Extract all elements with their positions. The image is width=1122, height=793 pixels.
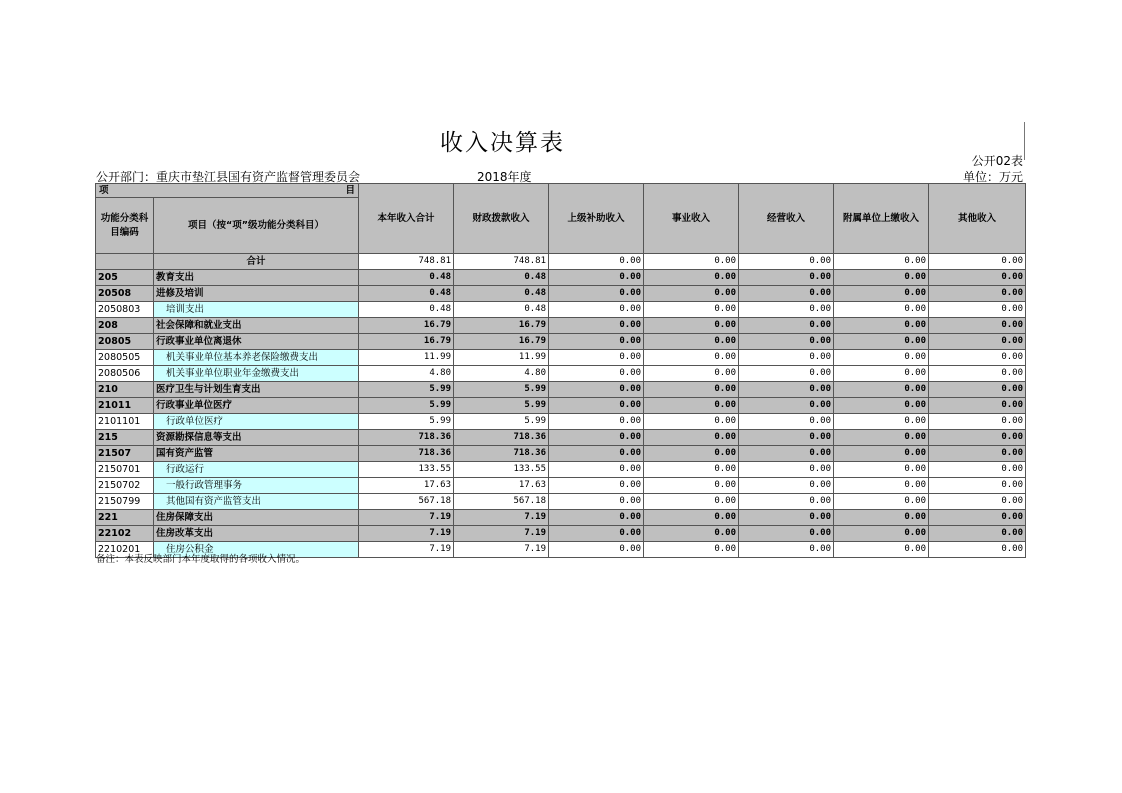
row-code: 221 — [96, 510, 154, 526]
row-code: 2101101 — [96, 414, 154, 430]
row-value: 567.18 — [359, 494, 454, 510]
row-code: 2050803 — [96, 302, 154, 318]
row-value: 7.19 — [454, 542, 549, 558]
row-value: 0.00 — [834, 542, 929, 558]
row-value: 0.00 — [549, 414, 644, 430]
row-value: 0.00 — [834, 366, 929, 382]
row-value: 0.00 — [739, 398, 834, 414]
row-value: 0.00 — [834, 430, 929, 446]
row-code: 215 — [96, 430, 154, 446]
row-value: 0.00 — [739, 526, 834, 542]
row-value: 17.63 — [454, 478, 549, 494]
row-value: 0.00 — [834, 318, 929, 334]
row-value: 0.00 — [644, 350, 739, 366]
table-row — [96, 398, 1026, 414]
total-row — [96, 254, 1026, 270]
row-name: 住房改革支出 — [154, 526, 359, 542]
row-code: 2150702 — [96, 478, 154, 494]
row-name: 住房公积金 — [154, 542, 359, 558]
row-name: 其他国有资产监管支出 — [154, 494, 359, 510]
row-code: 205 — [96, 270, 154, 286]
table-row — [96, 526, 1026, 542]
row-value: 718.36 — [359, 446, 454, 462]
income-table — [95, 183, 1026, 558]
row-value: 0.00 — [739, 286, 834, 302]
row-value: 0.00 — [929, 430, 1026, 446]
row-value: 133.55 — [454, 462, 549, 478]
table-row — [96, 334, 1026, 350]
row-name: 医疗卫生与计划生育支出 — [154, 382, 359, 398]
row-value: 0.00 — [739, 270, 834, 286]
row-value: 0.00 — [834, 286, 929, 302]
row-value: 0.00 — [644, 526, 739, 542]
row-value: 0.00 — [739, 414, 834, 430]
row-value: 0.00 — [834, 446, 929, 462]
row-value: 0.00 — [739, 350, 834, 366]
row-value: 0.00 — [929, 414, 1026, 430]
row-value: 718.36 — [359, 430, 454, 446]
row-value: 0.00 — [549, 510, 644, 526]
row-value: 0.00 — [644, 494, 739, 510]
row-name: 行政事业单位医疗 — [154, 398, 359, 414]
row-value: 0.00 — [549, 478, 644, 494]
row-value: 11.99 — [454, 350, 549, 366]
row-value: 0.48 — [359, 302, 454, 318]
total-value: 0.00 — [739, 254, 834, 270]
year-label: 2018年度 — [477, 170, 532, 184]
row-value: 7.19 — [454, 510, 549, 526]
row-value: 0.48 — [454, 270, 549, 286]
row-value: 0.48 — [359, 270, 454, 286]
table-row — [96, 350, 1026, 366]
edge-line — [1024, 122, 1025, 160]
row-value: 0.00 — [549, 398, 644, 414]
row-value: 0.00 — [644, 542, 739, 558]
row-value: 0.00 — [644, 414, 739, 430]
row-value: 0.00 — [549, 430, 644, 446]
header-xiang: 项 — [99, 185, 109, 196]
header-name: 项目（按“项”级功能分类科目） — [154, 198, 359, 254]
row-value: 0.00 — [739, 382, 834, 398]
row-value: 0.00 — [549, 542, 644, 558]
row-value: 0.00 — [739, 430, 834, 446]
row-value: 4.80 — [359, 366, 454, 382]
row-name: 行政事业单位离退休 — [154, 334, 359, 350]
row-value: 718.36 — [454, 430, 549, 446]
row-value: 0.00 — [739, 334, 834, 350]
row-value: 0.00 — [929, 366, 1026, 382]
row-value: 0.00 — [834, 462, 929, 478]
row-value: 5.99 — [359, 414, 454, 430]
table-row — [96, 286, 1026, 302]
row-value: 7.19 — [454, 526, 549, 542]
row-name: 一般行政管理事务 — [154, 478, 359, 494]
row-value: 0.00 — [549, 270, 644, 286]
table-row — [96, 382, 1026, 398]
row-value: 0.00 — [929, 526, 1026, 542]
row-value: 4.80 — [454, 366, 549, 382]
header-col-operation: 经营收入 — [739, 184, 834, 254]
row-value: 0.00 — [929, 398, 1026, 414]
header-col-total: 本年收入合计 — [359, 184, 454, 254]
row-value: 5.99 — [454, 398, 549, 414]
total-value: 0.00 — [929, 254, 1026, 270]
row-value: 0.00 — [739, 510, 834, 526]
row-value: 5.99 — [454, 382, 549, 398]
total-value: 0.00 — [644, 254, 739, 270]
row-value: 0.00 — [739, 302, 834, 318]
page-title: 收入决算表 — [440, 130, 565, 156]
header-col-superior: 上级补助收入 — [549, 184, 644, 254]
row-name: 资源勘探信息等支出 — [154, 430, 359, 446]
row-value: 0.00 — [739, 462, 834, 478]
row-value: 0.00 — [834, 302, 929, 318]
row-value: 0.00 — [644, 366, 739, 382]
row-value: 0.00 — [929, 542, 1026, 558]
row-code: 2080506 — [96, 366, 154, 382]
row-value: 0.00 — [549, 462, 644, 478]
row-value: 0.00 — [549, 334, 644, 350]
row-name: 住房保障支出 — [154, 510, 359, 526]
row-value: 0.00 — [549, 286, 644, 302]
row-code: 21011 — [96, 398, 154, 414]
table-row — [96, 430, 1026, 446]
row-value: 133.55 — [359, 462, 454, 478]
row-code: 2150701 — [96, 462, 154, 478]
row-value: 0.00 — [834, 350, 929, 366]
header-col-business: 事业收入 — [644, 184, 739, 254]
row-value: 0.00 — [644, 270, 739, 286]
row-code: 2080505 — [96, 350, 154, 366]
row-value: 0.00 — [834, 414, 929, 430]
row-value: 0.00 — [644, 334, 739, 350]
row-value: 0.00 — [834, 382, 929, 398]
row-value: 5.99 — [359, 382, 454, 398]
row-code: 22102 — [96, 526, 154, 542]
header-col-affiliate: 附属单位上缴收入 — [834, 184, 929, 254]
row-value: 0.00 — [929, 302, 1026, 318]
row-value: 0.00 — [834, 334, 929, 350]
row-value: 0.00 — [644, 510, 739, 526]
row-value: 0.00 — [929, 478, 1026, 494]
row-value: 0.00 — [929, 510, 1026, 526]
total-value: 748.81 — [359, 254, 454, 270]
row-value: 0.00 — [739, 494, 834, 510]
row-value: 0.00 — [739, 478, 834, 494]
row-value: 16.79 — [454, 334, 549, 350]
row-value: 0.00 — [834, 494, 929, 510]
table-row — [96, 494, 1026, 510]
row-value: 0.00 — [929, 270, 1026, 286]
row-value: 0.00 — [929, 318, 1026, 334]
row-value: 0.00 — [644, 478, 739, 494]
row-value: 0.48 — [359, 286, 454, 302]
row-value: 5.99 — [359, 398, 454, 414]
row-value: 0.00 — [929, 382, 1026, 398]
row-value: 0.00 — [929, 446, 1026, 462]
row-value: 0.00 — [549, 526, 644, 542]
row-value: 7.19 — [359, 542, 454, 558]
header-code: 功能分类科目编码 — [96, 198, 154, 254]
table-row — [96, 302, 1026, 318]
row-value: 0.00 — [834, 510, 929, 526]
row-value: 0.00 — [549, 446, 644, 462]
table-row — [96, 478, 1026, 494]
row-value: 0.00 — [834, 398, 929, 414]
table-row — [96, 462, 1026, 478]
department-label: 公开部门：重庆市垫江县国有资产监督管理委员会 — [96, 170, 361, 184]
row-value: 0.00 — [549, 366, 644, 382]
row-code: 21507 — [96, 446, 154, 462]
row-name: 社会保障和就业支出 — [154, 318, 359, 334]
row-name: 机关事业单位职业年金缴费支出 — [154, 366, 359, 382]
row-value: 718.36 — [454, 446, 549, 462]
row-value: 0.48 — [454, 286, 549, 302]
row-value: 0.00 — [929, 462, 1026, 478]
row-value: 0.00 — [739, 366, 834, 382]
row-value: 0.00 — [834, 270, 929, 286]
row-value: 11.99 — [359, 350, 454, 366]
row-code: 2210201 — [96, 542, 154, 558]
row-value: 16.79 — [359, 318, 454, 334]
row-value: 0.00 — [549, 318, 644, 334]
total-value: 0.00 — [834, 254, 929, 270]
row-value: 0.00 — [644, 382, 739, 398]
row-value: 0.00 — [549, 494, 644, 510]
row-value: 0.00 — [644, 302, 739, 318]
unit-label: 单位：万元 — [962, 170, 1023, 184]
table-row — [96, 318, 1026, 334]
row-value: 5.99 — [454, 414, 549, 430]
row-value: 0.00 — [929, 286, 1026, 302]
row-name: 行政单位医疗 — [154, 414, 359, 430]
row-value: 0.00 — [644, 398, 739, 414]
table-row — [96, 366, 1026, 382]
row-code: 20508 — [96, 286, 154, 302]
row-value: 0.00 — [644, 446, 739, 462]
row-value: 7.19 — [359, 510, 454, 526]
row-value: 0.00 — [644, 430, 739, 446]
row-value: 0.00 — [644, 318, 739, 334]
table-number: 公开02表 — [971, 154, 1023, 168]
row-value: 0.00 — [739, 446, 834, 462]
row-value: 0.00 — [929, 494, 1026, 510]
row-name: 行政运行 — [154, 462, 359, 478]
row-value: 0.00 — [644, 286, 739, 302]
row-value: 0.00 — [739, 318, 834, 334]
header-col-fiscal: 财政拨款收入 — [454, 184, 549, 254]
row-value: 0.00 — [549, 350, 644, 366]
row-value: 0.00 — [644, 462, 739, 478]
table-row — [96, 510, 1026, 526]
row-code: 2150799 — [96, 494, 154, 510]
total-code-cell — [96, 254, 154, 270]
footnote: 备注：本表反映部门本年度取得的各项收入情况。 — [96, 554, 306, 565]
row-value: 16.79 — [359, 334, 454, 350]
row-value: 0.00 — [549, 302, 644, 318]
table-row — [96, 270, 1026, 286]
total-value: 0.00 — [549, 254, 644, 270]
row-value: 0.00 — [834, 478, 929, 494]
row-value: 567.18 — [454, 494, 549, 510]
row-value: 0.00 — [834, 526, 929, 542]
row-name: 国有资产监管 — [154, 446, 359, 462]
header-xiang-mu — [96, 184, 359, 198]
row-code: 208 — [96, 318, 154, 334]
table-row — [96, 446, 1026, 462]
row-code: 210 — [96, 382, 154, 398]
row-name: 机关事业单位基本养老保险缴费支出 — [154, 350, 359, 366]
row-name: 进修及培训 — [154, 286, 359, 302]
header-col-other: 其他收入 — [929, 184, 1026, 254]
row-value: 0.00 — [929, 334, 1026, 350]
row-code: 20805 — [96, 334, 154, 350]
total-value: 748.81 — [454, 254, 549, 270]
row-value: 16.79 — [454, 318, 549, 334]
row-value: 17.63 — [359, 478, 454, 494]
header-mu: 目 — [345, 185, 355, 196]
row-value: 0.00 — [929, 350, 1026, 366]
row-name: 培训支出 — [154, 302, 359, 318]
row-value: 0.00 — [739, 542, 834, 558]
row-name: 教育支出 — [154, 270, 359, 286]
table-row — [96, 414, 1026, 430]
row-value: 0.48 — [454, 302, 549, 318]
table-body — [96, 254, 1026, 558]
row-value: 7.19 — [359, 526, 454, 542]
row-value: 0.00 — [549, 382, 644, 398]
total-label: 合计 — [154, 254, 359, 270]
